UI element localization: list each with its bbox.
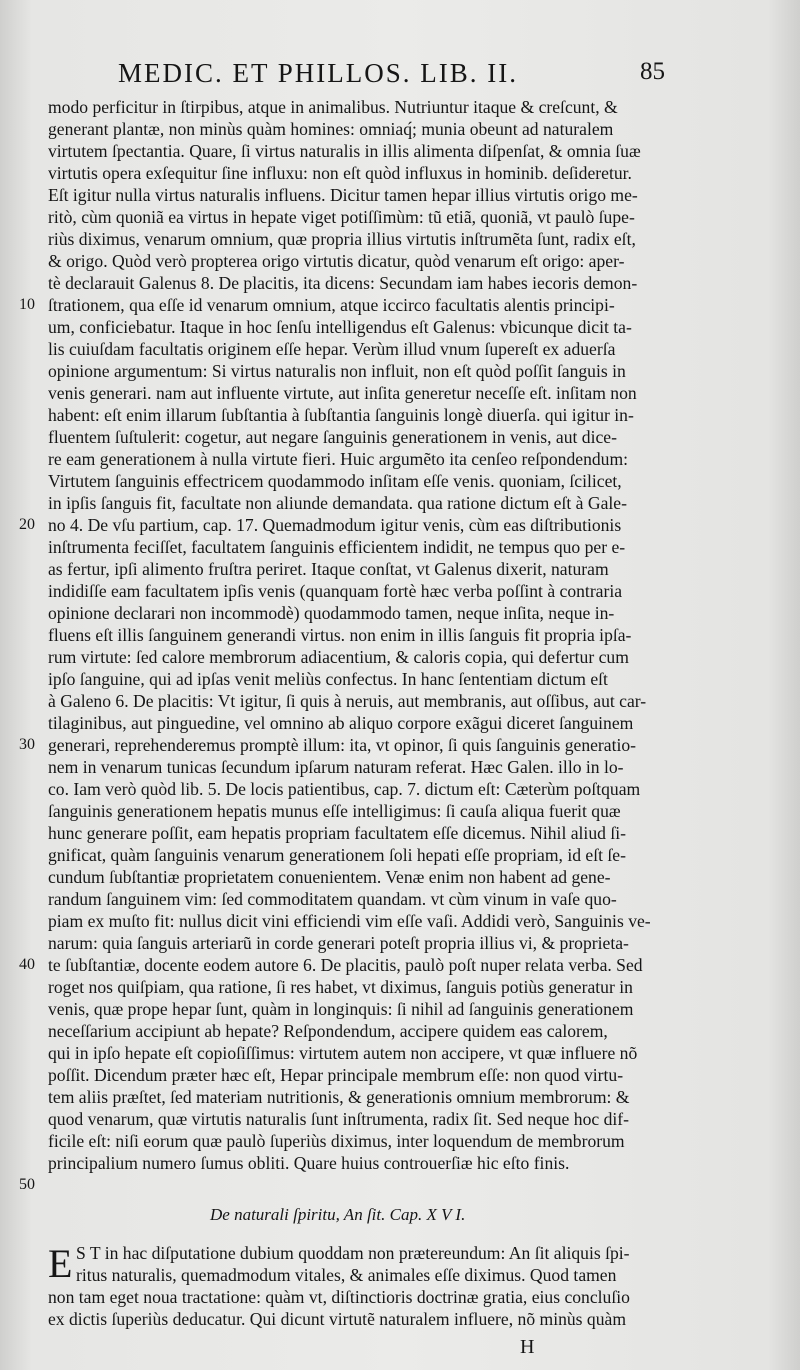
text-line: generant plantæ, non minùs quàm homines: omniaq́; munia obeunt ad naturalem [48,119,614,139]
text-line: tè declarauit Galenus 8. De placitis, ita dicens: Secundam iam habes iecoris demon- [48,273,638,293]
text-line: virtutis opera exſequitur ſine influxu: non eſt quòd influxus in hominib. deſideretur. [48,163,632,183]
text-line: habent: eſt enim illarum ſubſtantia à ſubſtantia ſanguinis longè diuerſa. qui igitur in- [48,405,634,425]
section-text-line: non tam eget noua tractatione: quàm vt, diſtinctioris doctrinæ gratia, eius concluſio [48,1287,630,1307]
text-line: Virtutem ſanguinis effectricem quodammodo inſitam eſſe venis. quoniam, ſcilicet, [48,471,622,491]
text-line: ritò, cùm quoniã ea virtus in hepate viget potiſſimùm: tũ etiã, quoniã, vt paulò ſupe- [48,207,635,227]
text-line: um, conficiebatur. Itaque in hoc ſenſu intelligendus eſt Galenus: vbicunque dicit ta- [48,317,632,337]
signature-mark: H [520,1336,535,1358]
text-line: modo perficitur in ſtirpibus, atque in animalibus. Nutriuntur itaque & creſcunt, & [48,97,618,117]
running-title: MEDIC. ET PHILLOS. LIB. II. [118,58,518,88]
text-line: in ipſis ſanguis fit, facultate non aliunde demandata. qua ratione dictum eſt à Gale- [48,493,627,513]
text-line: fluens eſt illis ſanguinem generandi virtus. non enim in illis ſanguis fit propria ipſa- [48,625,632,645]
page-header [118,58,718,94]
text-line: rum virtute: ſed calore membrorum adiacentium, & caloris copia, qui defertur cum [48,647,629,667]
margin-line-number: 30 [19,736,35,753]
text-line: à Galeno 6. De placitis: Vt igitur, ſi quis à neruis, aut membranis, aut oſſibus, aut car- [48,691,647,711]
text-line: neceſſarium accipiunt ab hepate? Reſpondendum, accipere quidem eas calorem, [48,1021,608,1041]
text-line: re eam generationem à nulla virtute fieri. Huic argumẽto ita cenſeo reſpondendum: [48,449,629,469]
text-line: co. Iam verò quòd lib. 5. De locis patientibus, cap. 7. dictum eſt: Cæterùm poſtquam [48,779,641,799]
drop-cap: E [48,1241,73,1286]
text-line: tilaginibus, aut pinguedine, vel omnino ab aliquo corpore exãgui diceret ſanguinem [48,713,634,733]
text-line: narum: quia ſanguis arteriarũ in corde generari poteſt propria illius vi, & proprieta- [48,933,629,953]
text-line: ipſo ſanguine, qui ad ipſas venit meliùs confectus. In hanc ſententiam dictum eſt [48,669,608,689]
text-line: principalium numero ſumus obliti. Quare huius controuerſiæ hic eſto finis. [48,1153,570,1173]
text-line: indidiſſe eam facultatem ipſis venis (quanquam fortè hæc verba poſſint à contraria [48,581,623,601]
text-line: nem in venarum tunicas ſecundum ipſarum naturam referat. Hæc Galen. illo in lo- [48,757,624,777]
section-text-line: ex dictis ſuperiùs deducatur. Qui dicunt virtutẽ naturalem influere, nõ minùs quàm [48,1309,627,1329]
text-line: no 4. De vſu partium, cap. 17. Quemadmodum igitur venis, cùm eas diſtributionis [48,515,622,535]
text-line: ficile eſt: niſi eorum quæ paulò ſuperiùs diximus, inter loquendum de membrorum [48,1131,625,1151]
chapter-title: De naturali ſpiritu, An ſit. Cap. X V I. [210,1205,466,1224]
text-line: randum ſanguinem vim: ſed commoditatem quandam. vt cùm vinum in vaſe quo- [48,889,617,909]
margin-line-number: 20 [19,516,35,533]
body-text [48,96,668,1174]
text-line: virtutem ſpectantia. Quare, ſi virtus naturalis in illis alimenta diſpenſat, & omnia ſuæ [48,141,641,161]
text-line: generari, reprehenderemus promptè illum: ita, vt opinor, ſi quis ſanguinis generatio- [48,735,637,755]
new-section [48,1242,668,1330]
page-number: 85 [640,58,665,85]
margin-line-number: 40 [19,956,35,973]
text-line: gnificat, quàm ſanguinis venarum generationem ſoli hepati eſſe propriam, id eſt ſe- [48,845,626,865]
text-line: lis cuiuſdam facultatis originem eſſe hepar. Verùm illud vnum ſupereſt ex aduerſa [48,339,616,359]
text-line: poſſit. Dicendum præter hæc eſt, Hepar principale membrum eſſe: non quod virtu- [48,1065,624,1085]
text-line: quod venarum, quæ virtutis naturalis ſunt inſtrumenta, radix ſit. Sed neque hoc dif- [48,1109,629,1129]
text-line: tem aliis præſtet, ſed materiam nutritionis, & generationis omnium membrorum: & [48,1087,630,1107]
text-line: cundum ſubſtantiæ proprietatem conuenientem. Venæ enim non habent ad gene- [48,867,611,887]
text-line: & origo. Quòd verò propterea origo virtutis dicatur, quòd venarum eſt origo: aper- [48,251,625,271]
text-line: Eſt igitur nulla virtus naturalis influens. Dicitur tamen hepar illius virtutis origo me- [48,185,638,205]
text-line: opinione argumentum: Si virtus naturalis non influit, non eſt quòd poſſit ſanguis in [48,361,626,381]
text-line: hunc generare poſſit, eam hepatis propriam facultatem eſſe dicemus. Nihil aliud ſi- [48,823,626,843]
text-line: as fertur, ipſi alimento fruſtra periret. Itaque conſtat, vt Galenus dixerit, naturam [48,559,609,579]
section-text-line: ritus naturalis, quemadmodum vitales, & animales eſſe diximus. Quod tamen [76,1265,617,1285]
text-line: fluentem ſuſtulerit: cogetur, aut negare ſanguinis generationem in venis, aut dice- [48,427,617,447]
section-text-line: S T in hac diſputatione dubium quoddam non prætereundum: An ſit aliquis ſpi- [76,1243,630,1263]
text-line: ſanguinis generationem hepatis munus eſſe intelligimus: ſi cauſa aliqua fuerit quæ [48,801,621,821]
text-line: opinione declarari non incommodè) quodammodo tamen, neque inſita, neque in- [48,603,615,623]
text-line: inſtrumenta feciſſet, facultatem ſanguinis efficientem indidit, ne tempus quo per e- [48,537,626,557]
text-line: riùs diximus, venarum omnium, quæ propria illius virtutis inſtrumẽta ſunt, radix eſt, [48,229,636,249]
margin-line-number: 50 [19,1176,35,1193]
text-line: piam ex muſto fit: nullus dicit vini efficiendi vim eſſe vaſi. Addidi verò, Sanguinis ve- [48,911,651,931]
text-line: venis generari. nam aut influente virtute, aut inſita generetur neceſſe eſt. inſitam non [48,383,637,403]
text-line: roget nos quiſpiam, qua ratione, ſi res habet, vt diximus, ſanguis potiùs generatur in [48,977,633,997]
margin-line-number: 10 [19,296,35,313]
text-line: te ſubſtantiæ, docente eodem autore 6. De placitis, paulò poſt nuper relata verba. Sed [48,955,643,975]
text-line: qui in ipſo hepate eſt copioſiſſimus: virtutem autem non accipere, vt quæ influere nõ [48,1043,638,1063]
text-line: venis, quæ prope hepar ſunt, quàm in longinquis: ſi nihil ad ſanguinis generationem [48,999,634,1019]
text-line: ſtrationem, qua eſſe id venarum omnium, atque iccirco facultatis alentis principi- [48,295,615,315]
